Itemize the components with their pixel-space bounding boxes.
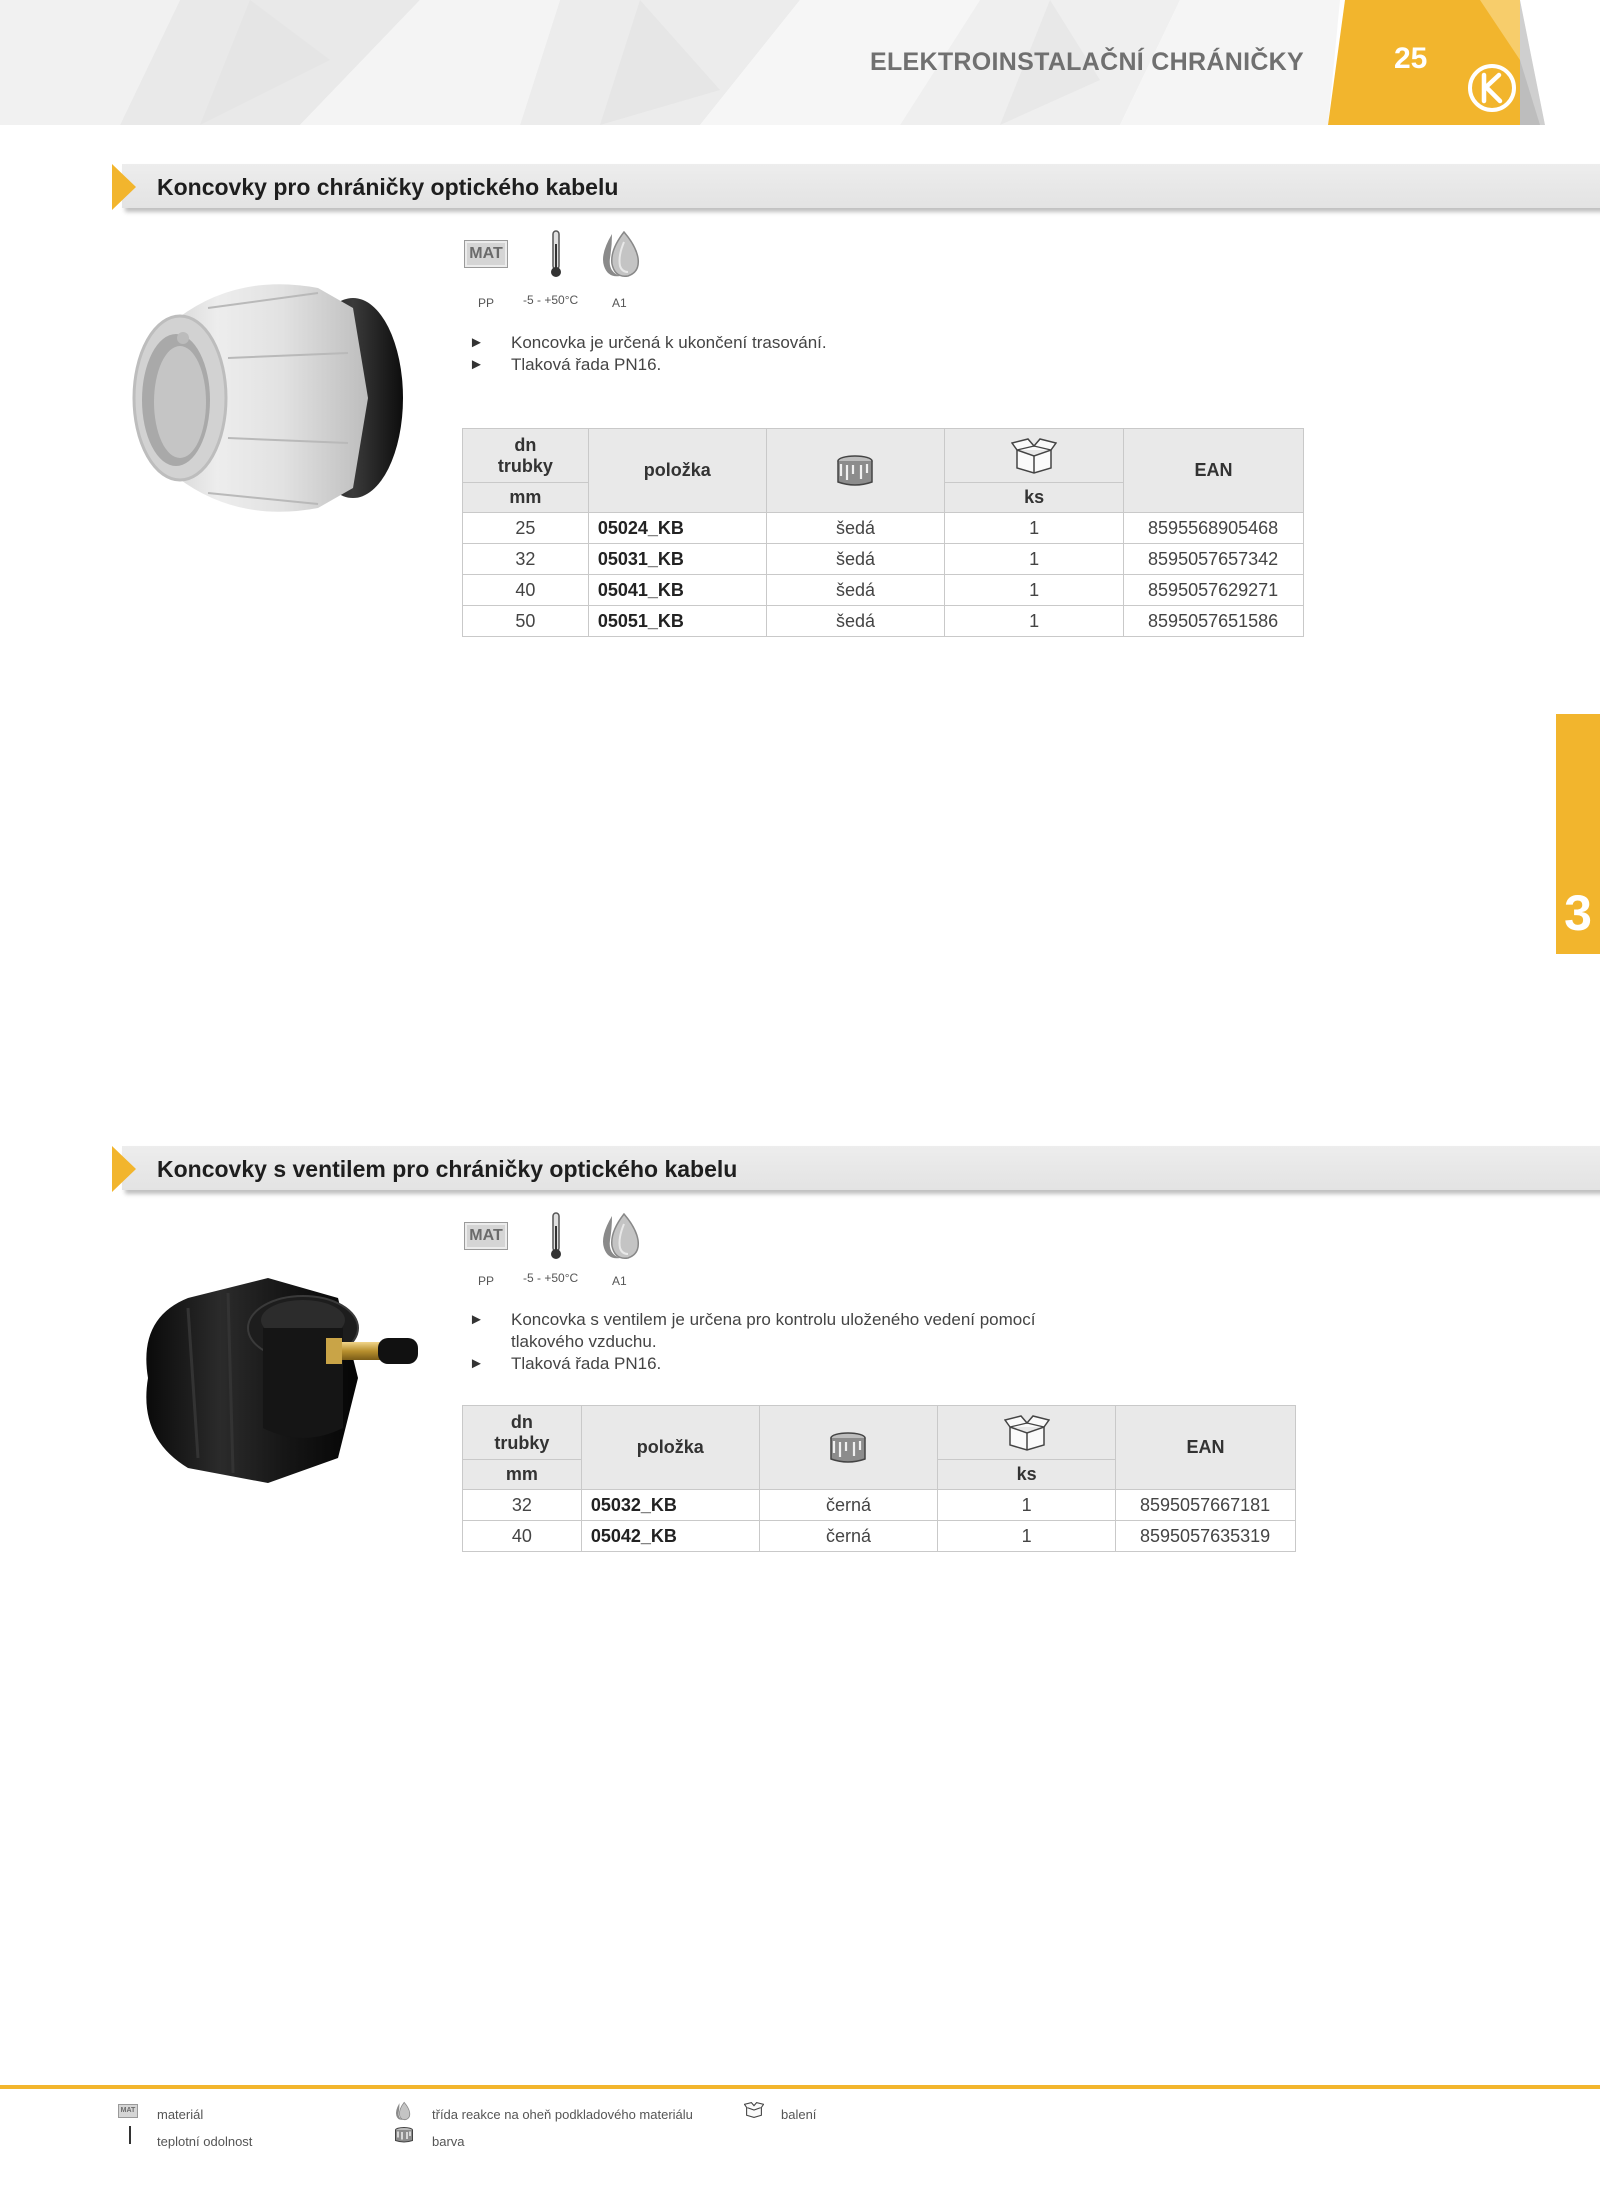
cell-code: 05031_KB (588, 544, 766, 575)
cell-dn: 25 (463, 513, 589, 544)
legend-packaging: balení (781, 2107, 817, 2122)
banner-arrow-icon (112, 1146, 136, 1192)
product-table (462, 1405, 1296, 1552)
cell-dn: 40 (463, 1521, 582, 1552)
header-dn: dn trubky (463, 429, 589, 483)
cell-pack: 1 (945, 513, 1124, 544)
thermometer-icon (548, 1212, 564, 1260)
cell-color: šedá (766, 544, 945, 575)
header-background (0, 0, 1600, 125)
cell-ean: 8595057635319 (1116, 1521, 1296, 1552)
cell-code: 05041_KB (588, 575, 766, 606)
material-icon: MAT (464, 1222, 508, 1250)
product-image-end-cap-valve (128, 1258, 448, 1508)
chapter-number: 3 (1564, 885, 1592, 941)
cell-code: 05042_KB (581, 1521, 759, 1552)
box-icon (1011, 438, 1057, 474)
product-image-end-cap (118, 268, 428, 528)
header-color (759, 1406, 938, 1490)
cell-dn: 50 (463, 606, 589, 637)
legend-temperature: teplotní odolnost (157, 2134, 253, 2149)
cell-pack: 1 (938, 1521, 1116, 1552)
header-dn: dn trubky (463, 1406, 582, 1460)
fire-class-value: A1 (612, 296, 627, 310)
product-table (462, 428, 1304, 637)
table-row (463, 575, 1304, 606)
cell-code: 05051_KB (588, 606, 766, 637)
cell-ean: 8595057657342 (1124, 544, 1304, 575)
table-row (463, 513, 1304, 544)
temperature-value: -5 - +50°C (523, 1271, 579, 1285)
cell-code: 05032_KB (581, 1490, 759, 1521)
box-icon (1004, 1415, 1050, 1451)
material-value: PP (478, 1274, 495, 1288)
cell-ean: 8595057667181 (1116, 1490, 1296, 1521)
table-row (463, 1490, 1296, 1521)
cell-pack: 1 (945, 544, 1124, 575)
document-title: ELEKTROINSTALAČNÍ CHRÁNIČKY (869, 48, 1304, 76)
table-row (463, 544, 1304, 575)
feature-item: ► Tlaková řada PN16. (469, 1353, 1109, 1375)
legend-box-icon (744, 2102, 764, 2118)
banner-arrow-icon (112, 164, 136, 210)
legend-fire-icon (394, 2100, 412, 2122)
feature-item: ► Koncovka je určená k ukončení trasování. (469, 332, 1169, 354)
header-color (766, 429, 945, 513)
legend-thermometer-icon (127, 2126, 133, 2144)
header-pack (945, 429, 1124, 483)
paint-bucket-icon (835, 454, 875, 488)
legend-color: barva (432, 2134, 465, 2149)
header-unit-mm: mm (463, 483, 589, 513)
header-pack (938, 1406, 1116, 1460)
legend-fire: třída reakce na oheň podkladového materiálu (432, 2107, 693, 2122)
feature-list (469, 332, 1169, 376)
cell-dn: 32 (463, 1490, 582, 1521)
cell-color: šedá (766, 575, 945, 606)
feature-list (469, 1309, 1109, 1375)
header-ean: EAN (1124, 429, 1304, 513)
header-item: položka (581, 1406, 759, 1490)
cell-dn: 32 (463, 544, 589, 575)
thermometer-icon (548, 230, 564, 278)
fire-class-icon (598, 1210, 644, 1262)
header-unit-ks: ks (938, 1460, 1116, 1490)
cell-color: šedá (766, 606, 945, 637)
legend-material: materiál (157, 2107, 204, 2122)
cell-color: černá (759, 1490, 938, 1521)
legend-material-icon: MAT (118, 2104, 138, 2118)
paint-bucket-icon (828, 1431, 868, 1465)
chapter-tab (1556, 714, 1600, 954)
header-item: položka (588, 429, 766, 513)
cell-ean: 8595057629271 (1124, 575, 1304, 606)
cell-ean: 8595057651586 (1124, 606, 1304, 637)
header-unit-ks: ks (945, 483, 1124, 513)
cell-color: šedá (766, 513, 945, 544)
header-unit-mm: mm (463, 1460, 582, 1490)
cell-color: černá (759, 1521, 938, 1552)
header-ean: EAN (1116, 1406, 1296, 1490)
section-banner (112, 164, 1512, 212)
cell-pack: 1 (945, 606, 1124, 637)
section-banner (112, 1146, 1512, 1194)
table-row (463, 606, 1304, 637)
legend-paint-bucket-icon (394, 2126, 414, 2144)
feature-item: ► Tlaková řada PN16. (469, 354, 1169, 376)
footer-divider (0, 2085, 1600, 2089)
table-row (463, 1521, 1296, 1552)
material-icon: MAT (464, 240, 508, 268)
section-title: Koncovky s ventilem pro chráničky optického kabelu (157, 1156, 738, 1182)
page-number: 25 (1394, 42, 1428, 75)
temperature-value: -5 - +50°C (523, 293, 579, 307)
cell-pack: 1 (945, 575, 1124, 606)
section-title: Koncovky pro chráničky optického kabelu (157, 174, 619, 200)
cell-code: 05024_KB (588, 513, 766, 544)
feature-item: ► Koncovka s ventilem je určena pro kontrolu uloženého vedení pomocí tlakového vzduchu. (469, 1309, 1109, 1353)
cell-pack: 1 (938, 1490, 1116, 1521)
brand-logo-icon (1467, 63, 1517, 113)
cell-dn: 40 (463, 575, 589, 606)
fire-class-value: A1 (612, 1274, 627, 1288)
fire-class-icon (598, 228, 644, 280)
material-value: PP (478, 296, 495, 310)
cell-ean: 8595568905468 (1124, 513, 1304, 544)
